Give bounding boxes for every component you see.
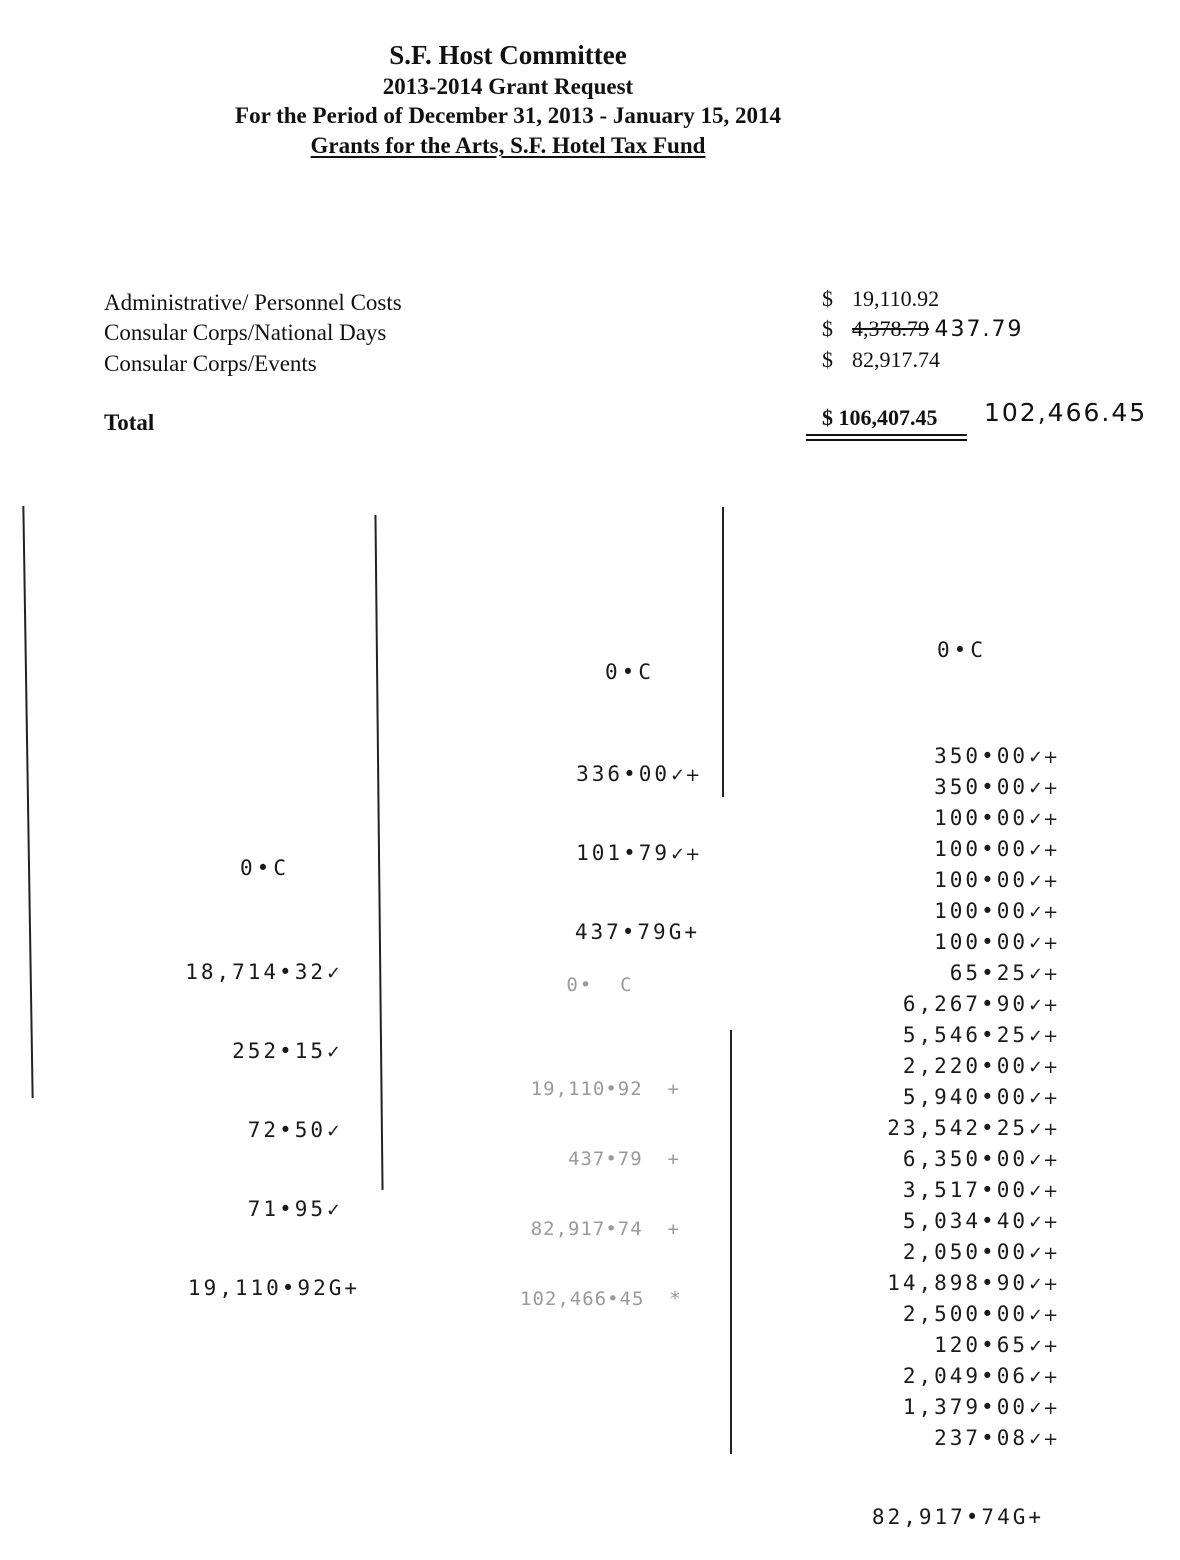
- tape-value: 336•00: [576, 762, 670, 786]
- check-mark-icon: ✓+: [1028, 1274, 1059, 1295]
- tape-entry: [862, 992, 1062, 1023]
- tape-header: 0•C: [240, 856, 290, 880]
- tape-value: 6,267•90: [902, 992, 1028, 1016]
- total-label: Total: [104, 410, 155, 435]
- tape-entry: [170, 1197, 360, 1228]
- check-mark-icon: ✓: [326, 1042, 342, 1063]
- check-mark-icon: ✓+: [1028, 1057, 1059, 1078]
- check-mark-icon: ✓+: [1028, 1026, 1059, 1047]
- tape-header: 0•C: [937, 638, 987, 662]
- tape-total: 82,917•74G+: [871, 1505, 1044, 1529]
- total-amount: $ 106,407.45: [822, 405, 938, 430]
- check-mark-icon: ✓+: [1028, 1088, 1059, 1109]
- tape-value: 72•50: [247, 1118, 326, 1142]
- tape-value: 100•00: [934, 868, 1028, 892]
- budget-label-events: Consular Corps/Events: [104, 351, 317, 376]
- check-mark-icon: ✓+: [670, 844, 701, 865]
- tape-entry: [862, 1116, 1062, 1147]
- fund-title-text: Grants for the Arts, S.F. Hotel Tax Fund: [310, 133, 706, 158]
- tape-edge-line: [722, 507, 724, 797]
- check-mark-icon: ✓+: [1028, 1243, 1059, 1264]
- tape-value: 6,350•00: [902, 1147, 1028, 1171]
- tape-entry: [862, 1426, 1062, 1457]
- check-mark-icon: ✓+: [1028, 1119, 1059, 1140]
- tape-entry: [560, 762, 700, 793]
- check-mark-icon: ✓+: [1028, 933, 1059, 954]
- tape-entry: [862, 806, 1062, 837]
- tape-value: 5,034•40: [902, 1209, 1028, 1233]
- tape-entry: [862, 1209, 1062, 1240]
- tape-entry: [862, 1333, 1062, 1364]
- budget-amount-national-days: [822, 316, 1023, 342]
- amount-value: 82,917.74: [852, 347, 940, 372]
- tape-entry: [862, 1395, 1062, 1426]
- check-mark-icon: ✓+: [1028, 1150, 1059, 1171]
- check-mark-icon: ✓+: [1028, 1181, 1059, 1202]
- adding-tape-summary: [520, 930, 680, 1336]
- tape-entry: [862, 1364, 1062, 1395]
- tape-entry: 19,110•92 +: [530, 1078, 680, 1100]
- tape-edge-line: [730, 1030, 732, 1454]
- tape-value: 100•00: [934, 930, 1028, 954]
- currency-sign: $: [822, 286, 833, 311]
- check-mark-icon: ✓+: [1028, 747, 1059, 768]
- tape-total: 437•79G+: [574, 920, 700, 944]
- tape-value: 5,940•00: [902, 1085, 1028, 1109]
- budget-label-national-days: Consular Corps/National Days: [104, 320, 387, 345]
- struck-amount: 4,378.79: [852, 316, 929, 341]
- tape-entry: 102,466•45 *: [520, 1288, 682, 1310]
- tape-entry: [170, 1118, 360, 1149]
- tape-header: 0•C: [605, 660, 655, 684]
- tape-entry: [862, 775, 1062, 806]
- tape-entry: [862, 868, 1062, 899]
- total-double-underline: [806, 434, 967, 441]
- tape-edge-line: [374, 515, 383, 1190]
- adding-tape-admin: [170, 808, 360, 1331]
- budget-amount-events: [822, 347, 940, 373]
- check-mark-icon: ✓: [326, 1200, 342, 1221]
- tape-value: 18,714•32: [185, 960, 326, 984]
- tape-entry: [862, 961, 1062, 992]
- tape-value: 1,379•00: [902, 1395, 1028, 1419]
- tape-value: 100•00: [934, 899, 1028, 923]
- check-mark-icon: ✓+: [1028, 902, 1059, 923]
- tape-value: 2,049•06: [902, 1364, 1028, 1388]
- check-mark-icon: ✓+: [1028, 840, 1059, 861]
- check-mark-icon: ✓+: [670, 765, 701, 786]
- tape-entry: [862, 837, 1062, 868]
- tape-edge-line: [22, 506, 33, 1098]
- tape-entry: [862, 1271, 1062, 1302]
- adding-tape-national-days: [560, 612, 700, 975]
- tape-entry: [862, 1054, 1062, 1085]
- tape-value: 3,517•00: [902, 1178, 1028, 1202]
- amount-value: 19,110.92: [852, 286, 940, 311]
- tape-value: 14,898•90: [887, 1271, 1028, 1295]
- check-mark-icon: ✓: [326, 963, 342, 984]
- check-mark-icon: ✓+: [1028, 1336, 1059, 1357]
- tape-entry: [862, 930, 1062, 961]
- check-mark-icon: ✓+: [1028, 871, 1059, 892]
- check-mark-icon: ✓+: [1028, 1429, 1059, 1450]
- tape-entry: [170, 1039, 360, 1070]
- tape-entry: [560, 841, 700, 872]
- handwritten-total: 102,466.45: [984, 398, 1148, 427]
- check-mark-icon: ✓+: [1028, 995, 1059, 1016]
- fund-title: [0, 133, 1016, 159]
- handwritten-correction: 437.79: [934, 317, 1024, 342]
- tape-value: 23,542•25: [887, 1116, 1028, 1140]
- tape-value: 252•15: [232, 1039, 326, 1063]
- check-mark-icon: ✓+: [1028, 778, 1059, 799]
- tape-entry: [862, 1178, 1062, 1209]
- committee-title: S.F. Host Committee: [389, 40, 627, 70]
- check-mark-icon: ✓+: [1028, 964, 1059, 985]
- tape-header: 0• C: [566, 974, 634, 996]
- check-mark-icon: ✓: [326, 1121, 342, 1142]
- tape-value: 2,050•00: [902, 1240, 1028, 1264]
- tape-total: 19,110•92G+: [187, 1276, 360, 1300]
- grant-request-title: 2013-2014 Grant Request: [382, 74, 634, 99]
- check-mark-icon: ✓+: [1028, 1367, 1059, 1388]
- tape-value: 5,546•25: [902, 1023, 1028, 1047]
- check-mark-icon: ✓+: [1028, 1212, 1059, 1233]
- tape-entry: [862, 1085, 1062, 1116]
- tape-value: 100•00: [934, 806, 1028, 830]
- check-mark-icon: ✓+: [1028, 1398, 1059, 1419]
- tape-entry: [862, 1240, 1062, 1271]
- currency-sign: $: [822, 316, 833, 341]
- check-mark-icon: ✓+: [1028, 1305, 1059, 1326]
- currency-sign: $: [822, 347, 833, 372]
- tape-value: 101•79: [576, 841, 670, 865]
- tape-value: 2,220•00: [902, 1054, 1028, 1078]
- tape-entry: [170, 960, 360, 991]
- period-title: For the Period of December 31, 2013 - January 15, 2014: [235, 103, 781, 128]
- tape-entry: 82,917•74 +: [530, 1218, 680, 1240]
- tape-entry: 437•79 +: [568, 1148, 680, 1170]
- check-mark-icon: ✓+: [1028, 809, 1059, 830]
- tape-entry: [862, 744, 1062, 775]
- adding-tape-events: [862, 590, 1062, 1560]
- tape-entry: [862, 1302, 1062, 1333]
- tape-value: 100•00: [934, 837, 1028, 861]
- tape-entry: [862, 1147, 1062, 1178]
- tape-entry: [862, 899, 1062, 930]
- budget-amount-admin: [822, 286, 939, 312]
- budget-label-admin: Administrative/ Personnel Costs: [104, 290, 402, 315]
- tape-entry: [862, 1023, 1062, 1054]
- tape-value: 71•95: [247, 1197, 326, 1221]
- tape-value: 237•08: [934, 1426, 1028, 1450]
- tape-value: 350•00: [934, 775, 1028, 799]
- tape-value: 65•25: [949, 961, 1028, 985]
- tape-value: 2,500•00: [902, 1302, 1028, 1326]
- tape-value: 350•00: [934, 744, 1028, 768]
- tape-value: 120•65: [934, 1333, 1028, 1357]
